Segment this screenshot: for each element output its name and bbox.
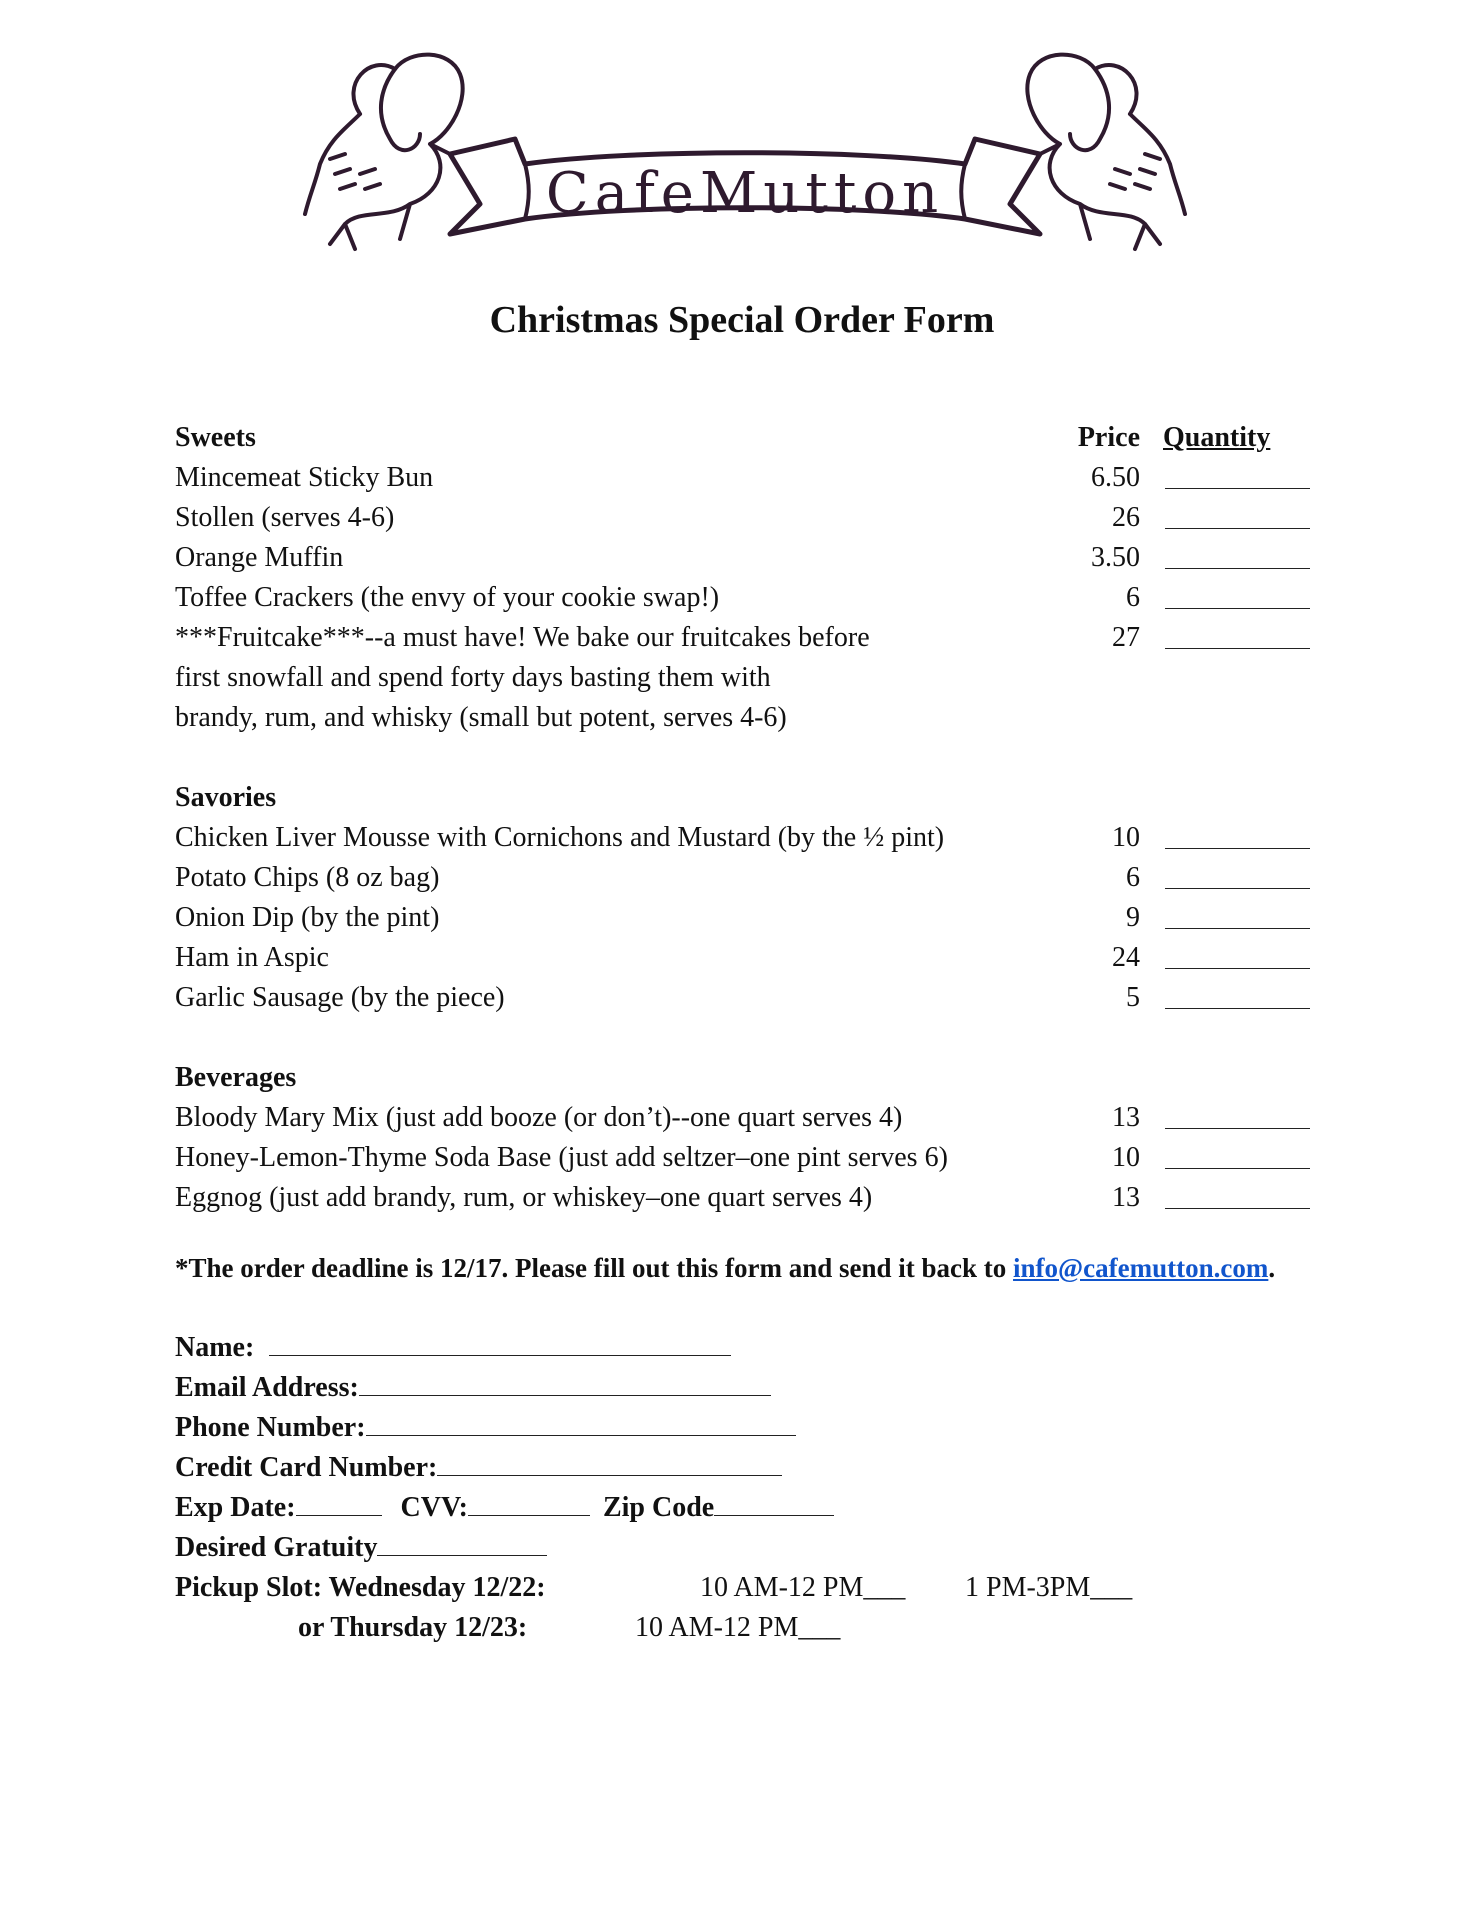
zip-label: Zip Code [602, 1492, 715, 1523]
menu-item [175, 938, 1315, 978]
name-label: Name: [175, 1332, 255, 1363]
item-name: Orange Muffin [175, 542, 344, 573]
menu-item [175, 1138, 1315, 1178]
name-row [175, 1328, 834, 1368]
quantity-blank[interactable] [1165, 1008, 1310, 1009]
wednesday-slot-afternoon[interactable]: 1 PM-3PM___ [965, 1572, 1133, 1603]
item-price: 6 [1126, 582, 1140, 613]
logo-text: CafeMutton [545, 161, 945, 226]
card-row [175, 1448, 834, 1488]
item-name: Toffee Crackers (the envy of your cookie swap!) [175, 582, 720, 613]
item-price: 13 [1112, 1182, 1140, 1213]
order-deadline-note [175, 1253, 1275, 1284]
item-price: 3.50 [1091, 542, 1140, 573]
card-field[interactable] [437, 1449, 782, 1476]
wednesday-slot-morning[interactable]: 10 AM-12 PM___ [700, 1572, 906, 1603]
payment-row [175, 1488, 834, 1528]
price-column-header: Price [1077, 422, 1140, 453]
email-link[interactable]: info@cafemutton.com [1013, 1253, 1269, 1283]
menu-table [175, 418, 1315, 1218]
quantity-column-header: Quantity [1163, 422, 1271, 453]
item-price: 6.50 [1091, 462, 1140, 493]
item-name: Mincemeat Sticky Bun [175, 462, 434, 493]
quantity-blank[interactable] [1165, 1208, 1310, 1209]
email-row [175, 1368, 834, 1408]
item-name: ***Fruitcake***--a must have! We bake our fruitcakes before [175, 622, 870, 653]
email-label: Email Address: [175, 1372, 359, 1403]
thursday-label: or Thursday 12/23: [298, 1612, 528, 1643]
menu-item [175, 538, 1315, 578]
item-description-line: first snowfall and spend forty days basting them with [175, 662, 771, 693]
pickup-label: Pickup Slot: Wednesday 12/22: [175, 1572, 546, 1603]
pickup-row [175, 1568, 1133, 1608]
quantity-blank[interactable] [1165, 968, 1310, 969]
quantity-blank[interactable] [1165, 1128, 1310, 1129]
menu-item [175, 498, 1315, 538]
deadline-end: . [1268, 1253, 1276, 1283]
item-price: 10 [1112, 822, 1140, 853]
section-heading: Beverages [175, 1062, 297, 1093]
item-name: Bloody Mary Mix (just add booze (or don’t)--one quart serves 4) [175, 1102, 903, 1133]
exp-label: Exp Date: [175, 1492, 296, 1523]
menu-item [175, 858, 1315, 898]
menu-item [175, 978, 1315, 1018]
quantity-blank[interactable] [1165, 1168, 1310, 1169]
name-field[interactable] [269, 1329, 731, 1356]
page-title: Christmas Special Order Form [489, 299, 995, 341]
email-field[interactable] [359, 1369, 771, 1396]
section-heading: Savories [175, 782, 277, 813]
item-price: 6 [1126, 862, 1140, 893]
quantity-blank[interactable] [1165, 608, 1310, 609]
menu-item [175, 1178, 1315, 1218]
section-header-beverages [175, 1058, 1315, 1098]
phone-label: Phone Number: [175, 1412, 366, 1443]
customer-info-form [175, 1328, 1133, 1648]
item-name: Chicken Liver Mousse with Cornichons and Mustard (by the ½ pint) [175, 822, 945, 853]
item-name: Garlic Sausage (by the piece) [175, 982, 505, 1013]
quantity-blank[interactable] [1165, 568, 1310, 569]
zip-field[interactable] [714, 1489, 834, 1516]
cvv-label: CVV: [400, 1492, 468, 1523]
section-header-sweets [175, 418, 1315, 458]
item-price: 10 [1112, 1142, 1140, 1173]
section-heading: Sweets [175, 422, 256, 453]
phone-row [175, 1408, 834, 1448]
gratuity-label: Desired Gratuity [175, 1532, 378, 1563]
exp-field[interactable] [296, 1489, 382, 1516]
cvv-field[interactable] [468, 1489, 590, 1516]
item-price: 13 [1112, 1102, 1140, 1133]
thursday-slot-morning[interactable]: 10 AM-12 PM___ [635, 1612, 841, 1643]
item-price: 27 [1112, 622, 1140, 653]
item-name: Ham in Aspic [175, 942, 329, 973]
menu-item [175, 458, 1315, 498]
menu-item [175, 1098, 1315, 1138]
phone-field[interactable] [366, 1409, 796, 1436]
quantity-blank[interactable] [1165, 848, 1310, 849]
item-name: Stollen (serves 4-6) [175, 502, 395, 533]
gratuity-row [175, 1528, 834, 1568]
quantity-blank[interactable] [1165, 928, 1310, 929]
item-price: 9 [1126, 902, 1140, 933]
item-name: Onion Dip (by the pint) [175, 902, 440, 933]
item-description-line: brandy, rum, and whisky (small but potent, serves 4-6) [175, 702, 787, 733]
item-name: Honey-Lemon-Thyme Soda Base (just add seltzer–one pint serves 6) [175, 1142, 948, 1173]
card-label: Credit Card Number: [175, 1452, 438, 1483]
item-price: 26 [1112, 502, 1140, 533]
menu-item [175, 578, 1315, 618]
menu-item [175, 818, 1315, 858]
quantity-blank[interactable] [1165, 888, 1310, 889]
gratuity-field[interactable] [377, 1529, 547, 1556]
item-name: Potato Chips (8 oz bag) [175, 862, 440, 893]
quantity-blank[interactable] [1165, 488, 1310, 489]
menu-item [175, 898, 1315, 938]
item-name: Eggnog (just add brandy, rum, or whiskey–one quart serves 4) [175, 1182, 873, 1213]
thursday-row [175, 1608, 841, 1648]
quantity-blank[interactable] [1165, 528, 1310, 529]
section-header-savories [175, 778, 1315, 818]
deadline-text: *The order deadline is 12/17. Please fill out this form and send it back to [175, 1253, 1014, 1283]
quantity-blank[interactable] [1165, 648, 1310, 649]
menu-item [175, 618, 1315, 658]
item-price: 24 [1112, 942, 1140, 973]
cafe-mutton-logo [300, 44, 1190, 266]
item-price: 5 [1126, 982, 1140, 1013]
